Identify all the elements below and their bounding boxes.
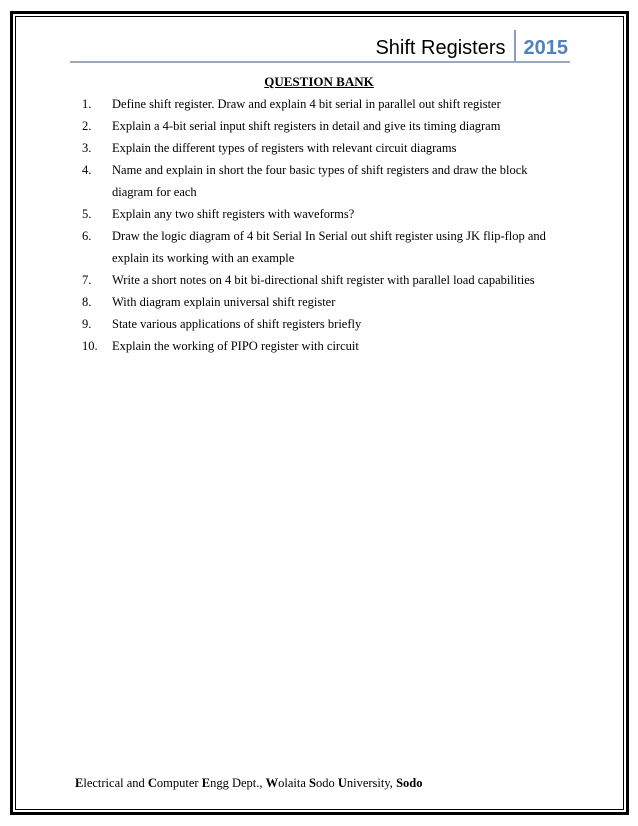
question-number: 8.	[82, 295, 92, 309]
footer-text-part: U	[337, 776, 347, 790]
question-item	[82, 291, 562, 313]
question-text: State various applications of shift registers briefly	[112, 317, 362, 331]
footer-text-part: S	[309, 776, 316, 790]
question-item	[82, 225, 562, 269]
question-item	[82, 159, 562, 203]
footer-text-part: Sodo	[396, 776, 423, 790]
question-item	[82, 115, 562, 137]
section-title: QUESTION BANK	[264, 74, 374, 89]
question-text: Define shift register. Draw and explain 4 bit serial in parallel out shift register	[112, 97, 501, 111]
question-item	[82, 93, 562, 115]
question-text: Explain the different types of registers with relevant circuit diagrams	[112, 141, 457, 155]
question-text: Explain a 4-bit serial input shift registers in detail and give its timing diagram	[112, 119, 501, 133]
question-text: Explain any two shift registers with waveforms?	[112, 207, 355, 221]
question-list	[82, 93, 562, 357]
question-number: 2.	[82, 119, 92, 133]
question-number: 5.	[82, 207, 92, 221]
question-number: 3.	[82, 141, 92, 155]
question-number: 10.	[82, 339, 98, 353]
footer-text-part: odo	[315, 776, 338, 790]
question-number: 7.	[82, 273, 92, 287]
header-title: Shift Registers	[375, 37, 506, 59]
page-header	[70, 30, 570, 62]
question-number: 1.	[82, 97, 92, 111]
question-text: Name and explain in short the four basic types of shift registers and draw the block diagram for each	[112, 163, 528, 199]
footer-text-part: C	[147, 776, 157, 790]
question-text: Draw the logic diagram of 4 bit Serial In Serial out shift register using JK flip-flop and explain its working with an example	[112, 229, 546, 265]
question-item	[82, 335, 562, 357]
question-item	[82, 137, 562, 159]
header-year: 2015	[523, 37, 568, 59]
question-number: 4.	[82, 163, 92, 177]
question-item	[82, 269, 562, 291]
question-text: Explain the working of PIPO register with circuit	[112, 339, 359, 353]
page-footer	[75, 776, 575, 791]
footer-text-part: lectrical and	[83, 776, 148, 790]
footer-text-part: ngg Dept.,	[210, 776, 266, 790]
footer-text-part: E	[75, 776, 84, 790]
footer-text-part: olaita	[278, 776, 310, 790]
question-text: With diagram explain universal shift register	[112, 295, 336, 309]
question-text: Write a short notes on 4 bit bi-directional shift register with parallel load capabilities	[112, 273, 535, 287]
footer-text-part: W	[265, 776, 279, 790]
footer-text-part: E	[201, 776, 211, 790]
question-item	[82, 203, 562, 225]
header-rule	[70, 61, 570, 63]
question-number: 9.	[82, 317, 92, 331]
question-number: 6.	[82, 229, 92, 243]
footer-text-part: omputer	[156, 776, 202, 790]
question-item	[82, 313, 562, 335]
footer-text-part: niversity,	[346, 776, 397, 790]
